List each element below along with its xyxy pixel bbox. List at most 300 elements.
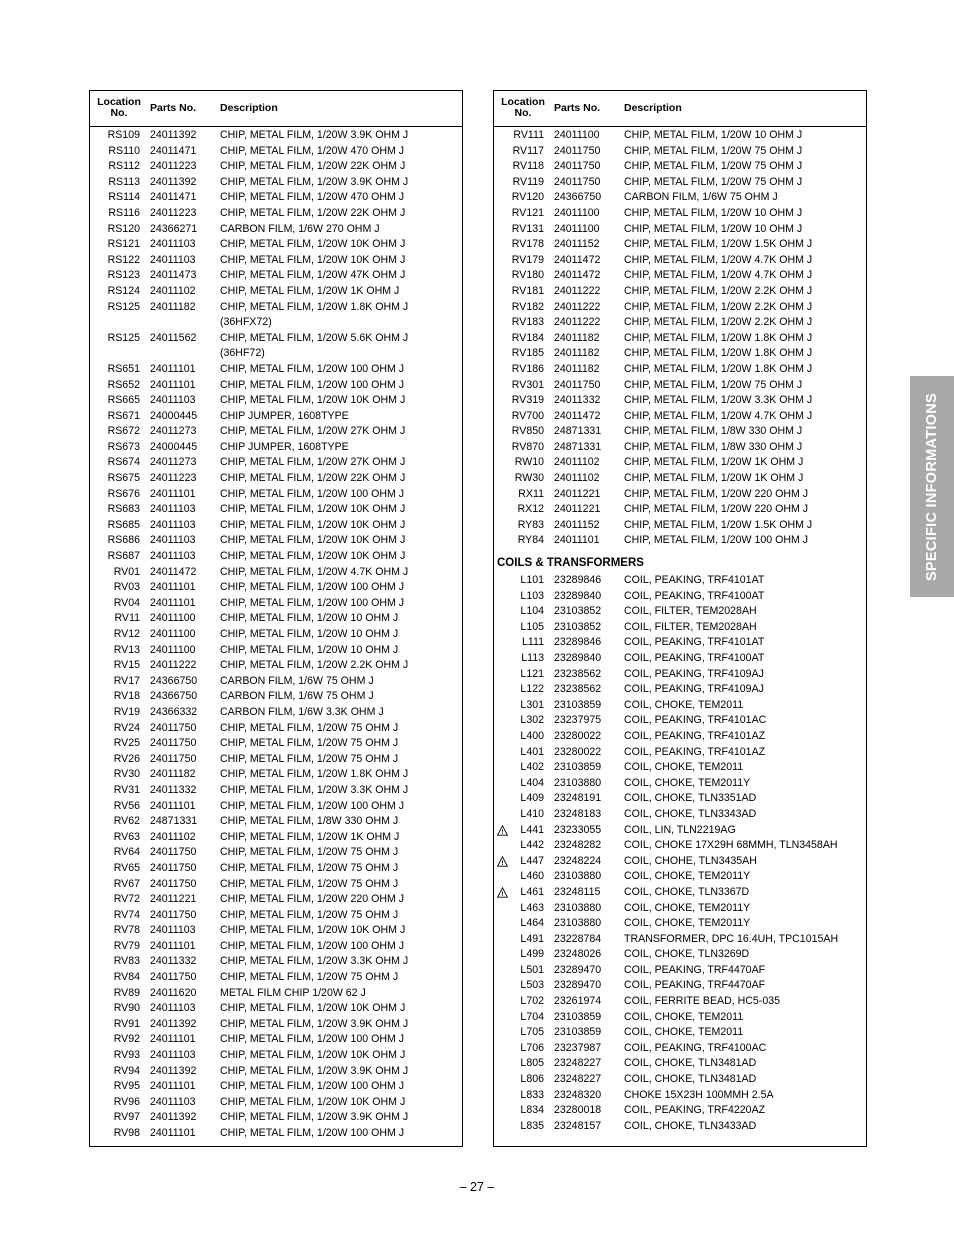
- description-cell: CHIP, METAL FILM, 1/20W 22K OHM J: [220, 206, 406, 219]
- description-cell: CHIP, METAL FILM, 1/20W 10 OHM J: [624, 129, 803, 141]
- table-row: [90, 393, 462, 409]
- parts-no-cell: 24011102: [554, 472, 600, 485]
- location-cell: RV182: [511, 300, 544, 313]
- table-row: [494, 1041, 866, 1057]
- table-row: [494, 362, 866, 378]
- table-row: [90, 674, 462, 690]
- table-row: [90, 658, 462, 674]
- location-cell: RV79: [113, 939, 140, 952]
- location-cell: RS685: [107, 518, 140, 531]
- parts-no-cell: 24011101: [150, 581, 196, 594]
- description-cell: CHIP, METAL FILM, 1/20W 75 OHM J: [624, 144, 803, 157]
- description-cell: CHIP, METAL FILM, 1/20W 1.8K OHM J: [220, 768, 409, 781]
- parts-no-cell: 23248227: [554, 1073, 602, 1086]
- table-row: [90, 689, 462, 705]
- location-cell: RV850: [511, 425, 544, 438]
- description-cell: CHIP, METAL FILM, 1/20W 100 OHM J: [624, 534, 809, 547]
- location-cell: RV74: [113, 908, 140, 921]
- location-cell: RS124: [107, 284, 140, 297]
- parts-no-cell: 24011750: [150, 752, 197, 765]
- parts-no-cell: 24011103: [150, 253, 196, 266]
- table-row: [90, 1032, 462, 1048]
- description-cell: COIL, PEAKING, TRF4109AJ: [624, 683, 764, 696]
- parts-table-right: [493, 90, 867, 1147]
- location-cell: RV26: [113, 752, 140, 765]
- description-cell: COIL, CHOKE, TLN3351AD: [624, 792, 757, 805]
- table-row: [90, 627, 462, 643]
- description-cell: CHIP, METAL FILM, 1/20W 3.9K OHM J: [220, 129, 409, 141]
- description-cell: CHIP, METAL FILM, 1/20W 220 OHM J: [220, 893, 405, 906]
- location-cell: RV64: [113, 846, 140, 859]
- location-cell: RS652: [107, 378, 140, 391]
- table-row: [494, 994, 866, 1010]
- svg-text:!: !: [501, 859, 504, 867]
- description-cell: COIL, CHOKE, TEM2011Y: [624, 917, 751, 930]
- description-cell: CHIP, METAL FILM, 1/20W 27K OHM J: [220, 425, 406, 438]
- table-row: [494, 455, 866, 471]
- parts-no-cell: 24011472: [554, 253, 601, 266]
- location-cell: L441: [520, 823, 544, 836]
- parts-no-cell: 24011750: [554, 175, 601, 188]
- table-row: [494, 206, 866, 222]
- parts-no-cell: 24011750: [150, 737, 197, 750]
- description-cell: CHIP, METAL FILM, 1/8W 330 OHM J: [624, 425, 803, 438]
- description-cell: COIL, PEAKING, TRF4470AF: [624, 979, 766, 992]
- location-cell: RV117: [512, 144, 544, 157]
- parts-no-cell: 23103859: [554, 698, 602, 711]
- location-cell: RV25: [113, 737, 140, 750]
- parts-no-cell: 24011332: [150, 955, 197, 968]
- table-row: [90, 331, 462, 347]
- table-row: [90, 970, 462, 986]
- side-tab-label: SPECIFIC INFORMATIONS: [924, 392, 940, 581]
- location-cell: RS120: [107, 222, 140, 235]
- description-cell: CHIP, METAL FILM, 1/20W 10 OHM J: [220, 628, 399, 640]
- table-header: [494, 91, 866, 127]
- table-row: [494, 978, 866, 994]
- location-cell: RV04: [113, 596, 140, 609]
- description-cell: CHIP, METAL FILM, 1/20W 100 OHM J: [220, 799, 405, 812]
- table-row: [90, 549, 462, 565]
- parts-no-cell: 24011471: [150, 144, 197, 157]
- parts-no-cell: 23237987: [554, 1041, 602, 1054]
- parts-no-cell: 24011472: [554, 269, 601, 282]
- location-cell: RS676: [107, 487, 140, 500]
- parts-no-cell: 24011750: [150, 908, 197, 921]
- location-cell: RY83: [517, 518, 544, 531]
- parts-no-cell: 24011101: [150, 1033, 196, 1046]
- location-cell: RV84: [113, 971, 140, 984]
- description-cell: CHIP, METAL FILM, 1/20W 3.9K OHM J: [220, 1017, 409, 1030]
- description-cell: COIL, CHOKE, TEM2011: [624, 698, 744, 711]
- location-cell: L409: [520, 792, 544, 805]
- parts-no-cell: 24011473: [150, 269, 197, 282]
- table-row: [90, 1079, 462, 1095]
- location-cell: L460: [520, 870, 544, 883]
- parts-no-cell: 24011103: [150, 534, 196, 547]
- page-number: – 27 –: [459, 1180, 495, 1194]
- table-row: [90, 705, 462, 721]
- table-row: [494, 573, 866, 589]
- location-cell: RV319: [511, 394, 544, 407]
- table-row: [494, 807, 866, 823]
- description-cell: COIL, CHOKE, TEM2011Y: [624, 901, 751, 914]
- location-cell: RV72: [113, 893, 140, 906]
- location-cell: RS122: [107, 253, 140, 266]
- side-tab-specific-informations: [910, 376, 954, 597]
- table-row: [90, 783, 462, 799]
- description-cell: CARBON FILM, 1/6W 3.3K OHM J: [220, 705, 384, 718]
- parts-no-cell: 24011620: [150, 986, 197, 999]
- parts-no-cell: 23289470: [554, 979, 602, 992]
- parts-no-cell: 24011221: [150, 893, 197, 906]
- location-cell: RW30: [514, 472, 544, 485]
- table-row: [90, 565, 462, 581]
- location-cell: RV184: [511, 331, 544, 344]
- table-row: [494, 253, 866, 269]
- parts-no-cell: 24011750: [150, 877, 197, 890]
- description-cell: CHIP, METAL FILM, 1/20W 10K OHM J: [220, 238, 406, 251]
- location-cell: RV24: [113, 721, 140, 734]
- parts-no-cell: 23248224: [554, 854, 602, 867]
- location-cell: RV67: [113, 877, 140, 890]
- parts-no-cell: 24011101: [150, 939, 196, 952]
- description-cell: COIL, CHOKE, TLN3269D: [624, 948, 750, 961]
- description-cell: CHIP, METAL FILM, 1/20W 75 OHM J: [220, 908, 399, 921]
- description-cell: CHIP, METAL FILM, 1/20W 75 OHM J: [220, 971, 399, 984]
- description-cell: METAL FILM CHIP 1/20W 62 J: [220, 986, 366, 999]
- table-row: [494, 175, 866, 191]
- parts-no-cell: 23289840: [554, 589, 602, 602]
- description-cell: CHIP, METAL FILM, 1/20W 470 OHM J: [220, 191, 405, 204]
- table-row: [90, 845, 462, 861]
- location-cell: RS110: [108, 144, 140, 157]
- parts-no-cell: 24011103: [150, 550, 196, 563]
- location-cell: L442: [520, 839, 544, 852]
- location-cell: RV183: [511, 316, 544, 329]
- table-row: [90, 752, 462, 768]
- location-cell: RV89: [113, 986, 140, 999]
- description-cell: CHIP, METAL FILM, 1/20W 1.8K OHM J: [624, 362, 813, 375]
- parts-no-cell: 23238562: [554, 667, 602, 680]
- table-row: [494, 932, 866, 948]
- parts-no-cell: 24011103: [150, 238, 196, 251]
- table-row: [90, 986, 462, 1002]
- location-cell: L464: [520, 917, 544, 930]
- table-row: [90, 1048, 462, 1064]
- parts-no-cell: 24000445: [150, 440, 198, 453]
- parts-no-cell: 24011223: [150, 472, 197, 485]
- parts-no-cell: 24011100: [554, 206, 600, 219]
- table-row: [90, 830, 462, 846]
- parts-no-cell: 24011223: [150, 206, 197, 219]
- location-cell: RY84: [517, 534, 544, 547]
- location-cell: L499: [520, 948, 544, 961]
- description-cell: CHIP, METAL FILM, 1/20W 75 OHM J: [624, 378, 803, 391]
- parts-no-cell: 23238562: [554, 683, 602, 696]
- parts-no-cell: 24011392: [150, 1017, 197, 1030]
- table-row: [494, 776, 866, 792]
- parts-no-cell: 24011472: [554, 409, 601, 422]
- description-cell: (36HF72): [220, 347, 265, 360]
- table-row: [494, 604, 866, 620]
- description-cell: CHIP, METAL FILM, 1/20W 1K OHM J: [220, 284, 400, 297]
- table-body: [90, 127, 462, 1142]
- location-cell: RV120: [511, 191, 544, 204]
- description-cell: COIL, PEAKING, TRF4101AT: [624, 636, 765, 649]
- description-cell: CHIP, METAL FILM, 1/20W 4.7K OHM J: [624, 409, 813, 422]
- parts-no-cell: 24011392: [150, 1064, 197, 1077]
- location-cell: RV121: [511, 206, 544, 219]
- parts-no-cell: 24011102: [150, 830, 196, 843]
- description-cell: COIL, CHOHE, TLN3435AH: [624, 854, 757, 867]
- table-row: [90, 440, 462, 456]
- location-cell: RV78: [113, 924, 140, 937]
- table-row: [494, 237, 866, 253]
- location-cell: RX12: [517, 503, 544, 516]
- parts-no-cell: 23103859: [554, 1026, 602, 1039]
- table-row: [494, 440, 866, 456]
- parts-no-cell: 24011103: [150, 503, 196, 516]
- header-location: Location No.: [97, 96, 141, 119]
- description-cell: CHIP, METAL FILM, 1/20W 5.6K OHM J: [220, 331, 409, 344]
- table-row: [494, 128, 866, 144]
- table-row: [90, 1126, 462, 1142]
- parts-no-cell: 24011100: [150, 643, 196, 656]
- parts-no-cell: 24011471: [150, 191, 197, 204]
- description-cell: COIL, CHOKE, TEM2011Y: [624, 870, 751, 883]
- location-cell: RV13: [113, 643, 140, 656]
- description-cell: COIL, CHOKE, TLN3343AD: [624, 807, 757, 820]
- description-cell: CHIP, METAL FILM, 1/20W 1.8K OHM J: [624, 347, 813, 360]
- description-cell: COIL, PEAKING, TRF4101AZ: [624, 745, 766, 758]
- table-row: [494, 916, 866, 932]
- table-row: [494, 315, 866, 331]
- description-cell: COIL, PEAKING, TRF4220AZ: [624, 1104, 766, 1117]
- location-cell: RV131: [511, 222, 544, 235]
- parts-no-cell: 23248320: [554, 1088, 602, 1101]
- table-row: [90, 502, 462, 518]
- description-cell: CHIP, METAL FILM, 1/20W 3.3K OHM J: [624, 394, 813, 407]
- description-cell: CHIP, METAL FILM, 1/20W 100 OHM J: [220, 581, 405, 594]
- location-cell: L834: [520, 1104, 544, 1117]
- description-cell: COIL, PEAKING, TRF4100AT: [624, 589, 765, 602]
- description-cell: (36HFX72): [220, 316, 272, 329]
- description-cell: CHIP, METAL FILM, 1/20W 10 OHM J: [220, 612, 399, 625]
- table-row: [90, 222, 462, 238]
- description-cell: CHIP, METAL FILM, 1/20W 10K OHM J: [220, 924, 406, 937]
- description-cell: COIL, CHOKE, TEM2011: [624, 761, 744, 774]
- location-cell: RS121: [107, 238, 140, 251]
- table-row: [90, 409, 462, 425]
- parts-no-cell: 23280018: [554, 1104, 602, 1117]
- location-cell: RS116: [108, 206, 140, 219]
- parts-no-cell: 23248282: [554, 839, 602, 852]
- parts-no-cell: 24011101: [150, 362, 196, 375]
- description-cell: CHIP, METAL FILM, 1/20W 100 OHM J: [220, 1080, 405, 1093]
- table-row: [90, 424, 462, 440]
- table-row: [90, 643, 462, 659]
- parts-no-cell: 24011221: [554, 503, 601, 516]
- parts-no-cell: 24011222: [554, 300, 601, 313]
- location-cell: RS651: [107, 362, 140, 375]
- location-cell: RV181: [511, 284, 544, 297]
- location-cell: L410: [520, 807, 544, 820]
- table-row: [494, 268, 866, 284]
- table-row: [494, 1072, 866, 1088]
- location-cell: L447: [520, 854, 544, 867]
- parts-no-cell: 24871331: [554, 440, 602, 453]
- parts-no-cell: 24011101: [554, 534, 600, 547]
- parts-no-cell: 23289846: [554, 574, 602, 587]
- table-row: [494, 1103, 866, 1119]
- description-cell: CHIP, METAL FILM, 1/20W 3.3K OHM J: [220, 783, 409, 796]
- parts-no-cell: 23289470: [554, 963, 602, 976]
- parts-no-cell: 24011332: [150, 783, 197, 796]
- parts-no-cell: 24366750: [150, 690, 198, 703]
- table-row: [90, 253, 462, 269]
- location-cell: RS675: [107, 472, 140, 485]
- table-row: [494, 222, 866, 238]
- parts-no-cell: 24366750: [150, 674, 198, 687]
- description-cell: CHIP, METAL FILM, 1/8W 330 OHM J: [220, 815, 399, 828]
- parts-no-cell: 23289846: [554, 636, 602, 649]
- parts-no-cell: 24011223: [150, 160, 197, 173]
- table-row: [494, 346, 866, 362]
- table-row: [90, 190, 462, 206]
- parts-no-cell: 23261974: [554, 995, 602, 1008]
- location-cell: RX11: [518, 487, 544, 500]
- location-cell: RS125: [107, 300, 140, 313]
- description-cell: COIL, PEAKING, TRF4100AT: [624, 652, 765, 664]
- parts-no-cell: 24011750: [554, 144, 601, 157]
- description-cell: CARBON FILM, 1/6W 270 OHM J: [220, 222, 380, 235]
- parts-no-cell: 24011182: [150, 768, 196, 781]
- table-row: [90, 300, 462, 316]
- table-row: [494, 1025, 866, 1041]
- location-cell: RV56: [113, 799, 140, 812]
- description-cell: CHIP, METAL FILM, 1/20W 10 OHM J: [624, 206, 803, 219]
- section-title-coils-transformers: COILS & TRANSFORMERS: [497, 557, 644, 570]
- table-row: [494, 729, 866, 745]
- description-cell: CARBON FILM, 1/6W 75 OHM J: [624, 191, 778, 204]
- location-cell: RS683: [107, 503, 140, 516]
- table-row: [494, 502, 866, 518]
- description-cell: COIL, PEAKING, TRF4101AC: [624, 714, 767, 727]
- table-row: [494, 159, 866, 175]
- table-row: [494, 589, 866, 605]
- table-row: [90, 284, 462, 300]
- description-cell: CHIP, METAL FILM, 1/20W 10K OHM J: [220, 1002, 406, 1015]
- description-cell: CHIP, METAL FILM, 1/20W 10K OHM J: [220, 1095, 406, 1108]
- description-cell: CHIP, METAL FILM, 1/20W 10K OHM J: [220, 1049, 406, 1062]
- location-cell: L702: [520, 995, 544, 1008]
- parts-no-cell: 23103880: [554, 917, 602, 930]
- description-cell: COIL, PEAKING, TRF4109AJ: [624, 667, 764, 680]
- location-cell: L400: [520, 729, 544, 742]
- parts-no-cell: 24011103: [150, 924, 196, 937]
- location-cell: RS109: [107, 129, 140, 141]
- description-cell: CHIP, METAL FILM, 1/20W 10K OHM J: [220, 503, 406, 516]
- parts-no-cell: 24011222: [150, 659, 197, 672]
- svg-text:!: !: [501, 891, 504, 898]
- parts-no-cell: 24011472: [150, 565, 197, 578]
- table-row: [494, 635, 866, 651]
- parts-no-cell: 24011273: [150, 456, 197, 469]
- parts-no-cell: 24011152: [554, 518, 600, 531]
- parts-no-cell: 24011152: [554, 238, 600, 251]
- table-row: [494, 901, 866, 917]
- table-row: [90, 487, 462, 503]
- location-cell: L101: [520, 574, 544, 587]
- description-cell: CHIP, METAL FILM, 1/20W 470 OHM J: [220, 144, 405, 157]
- table-row: [90, 206, 462, 222]
- table-row: [90, 1064, 462, 1080]
- description-cell: CARBON FILM, 1/6W 75 OHM J: [220, 690, 374, 703]
- table-row: [494, 409, 866, 425]
- table-row: [494, 1119, 866, 1135]
- description-cell: CHIP, METAL FILM, 1/20W 100 OHM J: [220, 362, 405, 375]
- table-row: [90, 596, 462, 612]
- table-row: [494, 1010, 866, 1026]
- description-cell: CHIP, METAL FILM, 1/20W 100 OHM J: [220, 596, 405, 609]
- parts-no-cell: 24011392: [150, 129, 197, 141]
- location-cell: RV301: [511, 378, 544, 391]
- svg-text:!: !: [501, 828, 504, 836]
- description-cell: CHIP, METAL FILM, 1/20W 2.2K OHM J: [624, 300, 813, 313]
- table-row: [90, 877, 462, 893]
- table-row: [90, 144, 462, 160]
- description-cell: CHIP, METAL FILM, 1/20W 1.5K OHM J: [624, 518, 813, 531]
- description-cell: CHIP, METAL FILM, 1/8W 330 OHM J: [624, 440, 803, 453]
- table-row: [494, 963, 866, 979]
- location-cell: RS113: [108, 175, 140, 188]
- description-cell: COIL, CHOKE, TEM2011: [624, 1026, 744, 1039]
- location-cell: RS112: [108, 160, 140, 173]
- description-cell: CHIP, METAL FILM, 1/20W 75 OHM J: [220, 721, 399, 734]
- parts-no-cell: 23103852: [554, 620, 602, 633]
- location-cell: RV18: [113, 690, 140, 703]
- table-row: [90, 861, 462, 877]
- table-row: [90, 518, 462, 534]
- table-row: [90, 814, 462, 830]
- location-cell: L113: [521, 652, 544, 664]
- location-cell: RV179: [511, 253, 544, 266]
- table-row: [494, 284, 866, 300]
- parts-no-cell: 24011182: [554, 331, 600, 344]
- description-cell: CHIP, METAL FILM, 1/20W 10K OHM J: [220, 518, 406, 531]
- parts-no-cell: 24011221: [554, 487, 601, 500]
- table-row: [494, 823, 866, 839]
- parts-no-cell: 24011750: [150, 861, 197, 874]
- location-cell: L706: [520, 1041, 544, 1054]
- location-cell: L705: [520, 1026, 544, 1039]
- table-row: [494, 300, 866, 316]
- parts-no-cell: 23103859: [554, 761, 602, 774]
- parts-no-cell: 23103852: [554, 605, 602, 618]
- location-cell: RV15: [113, 659, 140, 672]
- description-cell: CHIP JUMPER, 1608TYPE: [220, 409, 349, 422]
- parts-no-cell: 24011100: [554, 222, 600, 235]
- description-cell: COIL, CHOKE 17X29H 68MMH, TLN3458AH: [624, 839, 838, 852]
- description-cell: COIL, CHOKE, TLN3481AD: [624, 1073, 757, 1086]
- location-cell: L302: [520, 714, 544, 727]
- location-cell: RV83: [113, 955, 140, 968]
- table-row: [90, 1001, 462, 1017]
- table-row: [90, 1110, 462, 1126]
- parts-no-cell: 24011750: [150, 721, 197, 734]
- location-cell: RS125: [107, 331, 140, 344]
